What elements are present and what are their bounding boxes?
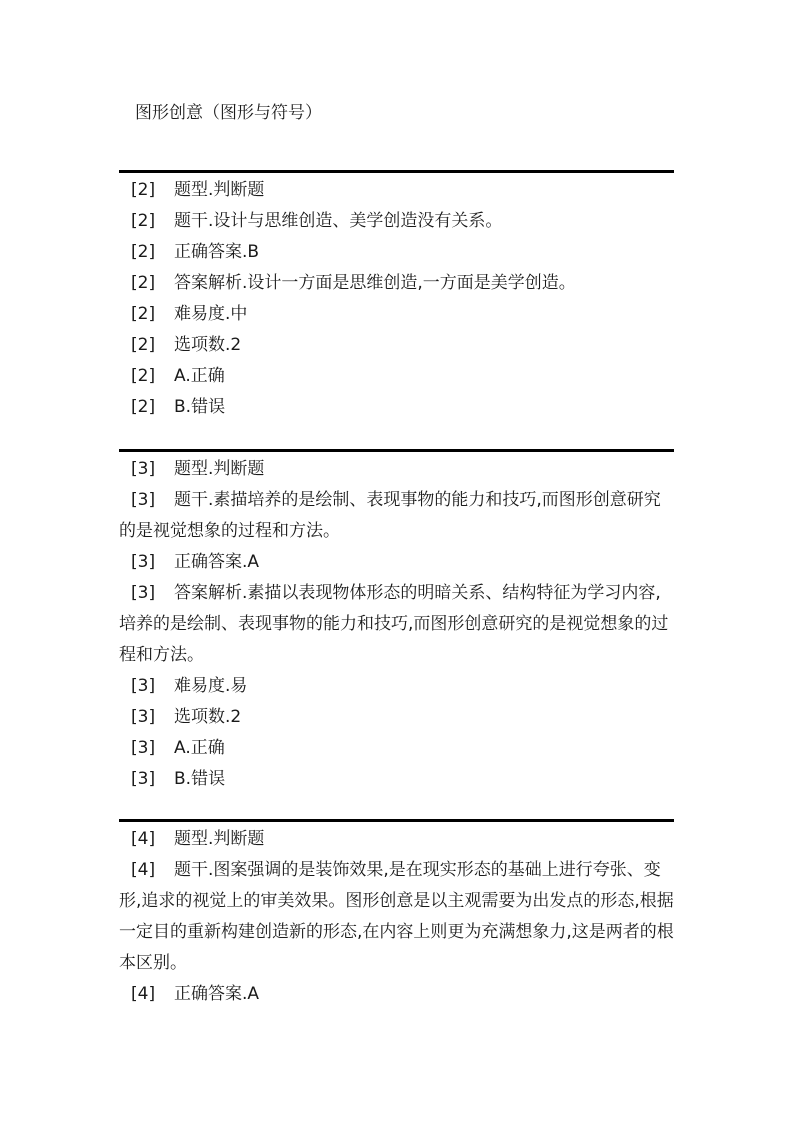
- question-field: [119, 237, 674, 268]
- field-text: A.正确: [174, 738, 225, 758]
- question-number: [3]: [131, 490, 156, 510]
- divider: [119, 449, 674, 452]
- question-block-4: [119, 819, 674, 1010]
- question-block-3: [119, 449, 674, 795]
- field-text: 正确答案.A: [174, 552, 260, 572]
- question-number: [3]: [131, 552, 156, 572]
- question-field: [119, 733, 674, 764]
- question-number: [2]: [131, 242, 156, 262]
- question-field: [119, 206, 674, 237]
- question-block-2: [119, 170, 674, 423]
- question-number: [3]: [131, 707, 156, 727]
- question-field: [119, 547, 674, 578]
- question-field: [119, 764, 674, 795]
- question-field: [119, 671, 674, 702]
- question-field: [119, 392, 674, 423]
- question-number: [2]: [131, 335, 156, 355]
- field-text: 难易度.中: [174, 304, 248, 324]
- field-text: B.错误: [174, 397, 226, 417]
- question-field: [119, 175, 674, 206]
- question-field: [119, 979, 674, 1010]
- question-field: [119, 485, 674, 547]
- question-number: [3]: [131, 459, 156, 479]
- question-field: [119, 268, 674, 299]
- question-number: [3]: [131, 738, 156, 758]
- field-text: 答案解析.设计一方面是思维创造,一方面是美学创造。: [174, 273, 576, 293]
- question-number: [2]: [131, 211, 156, 231]
- divider: [119, 170, 674, 173]
- field-text: 题干.设计与思维创造、美学创造没有关系。: [174, 211, 503, 231]
- question-number: [3]: [131, 583, 156, 603]
- divider: [119, 819, 674, 822]
- question-field: [119, 361, 674, 392]
- question-number: [4]: [131, 829, 156, 849]
- field-text: 难易度.易: [174, 676, 248, 696]
- document-title: 图形创意（图形与符号）: [135, 103, 322, 123]
- question-field: [119, 299, 674, 330]
- question-number: [2]: [131, 304, 156, 324]
- question-field: [119, 702, 674, 733]
- field-text: 题干.素描培养的是绘制、表现事物的能力和技巧,而图形创意研究的是视觉想象的过程和方法。: [119, 490, 661, 541]
- question-number: [2]: [131, 273, 156, 293]
- question-field: [119, 330, 674, 361]
- field-text: A.正确: [174, 366, 225, 386]
- question-field: [119, 578, 674, 671]
- field-text: 题型.判断题: [174, 180, 265, 200]
- field-text: 选项数.2: [174, 335, 242, 355]
- field-text: 题型.判断题: [174, 829, 265, 849]
- question-number: [2]: [131, 180, 156, 200]
- question-field: [119, 454, 674, 485]
- question-number: [2]: [131, 397, 156, 417]
- field-text: 题干.图案强调的是装饰效果,是在现实形态的基础上进行夸张、变形,追求的视觉上的审美效果。图形创意是以主观需要为出发点的形态,根据一定目的重新构建创造新的形态,在内容上则更为充满想象力,这是两者的根本区别。: [119, 860, 674, 973]
- field-text: 正确答案.A: [174, 984, 260, 1004]
- field-text: 正确答案.B: [174, 242, 260, 262]
- question-field: [119, 824, 674, 855]
- field-text: 答案解析.素描以表现物体形态的明暗关系、结构特征为学习内容,培养的是绘制、表现事物的能力和技巧,而图形创意研究的是视觉想象的过程和方法。: [119, 583, 669, 665]
- question-number: [4]: [131, 860, 156, 880]
- field-text: 选项数.2: [174, 707, 242, 727]
- question-number: [3]: [131, 769, 156, 789]
- field-text: B.错误: [174, 769, 226, 789]
- question-number: [2]: [131, 366, 156, 386]
- question-number: [4]: [131, 984, 156, 1004]
- question-field: [119, 855, 674, 979]
- field-text: 题型.判断题: [174, 459, 265, 479]
- question-number: [3]: [131, 676, 156, 696]
